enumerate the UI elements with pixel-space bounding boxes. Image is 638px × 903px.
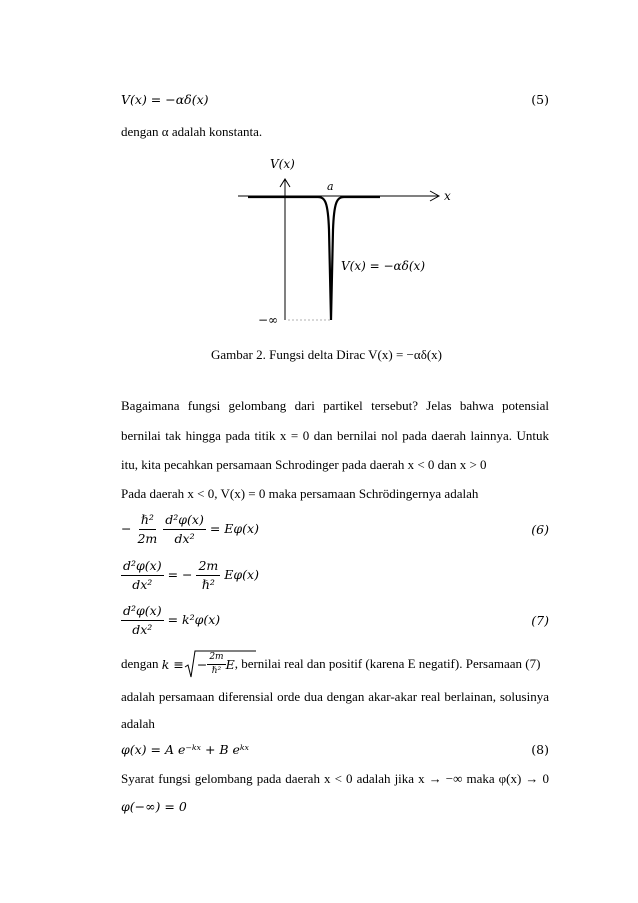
equation-6b-hbar2: ℏ² bbox=[201, 577, 215, 592]
equation-7-rhs: = k²φ(x) bbox=[167, 612, 221, 627]
equation-6b-denominator: dx² bbox=[132, 577, 153, 592]
paragraph-1-line-1: Bagaimana fungsi gelombang dari partikel tersebut? Jelas bahwa potensial bbox=[121, 398, 549, 413]
equation-8-expression: φ(x) = A e⁻ᵏˣ + B eᵏˣ bbox=[121, 742, 249, 757]
equation-5-number: (5) bbox=[531, 92, 549, 107]
equation-6b-numerator: d²φ(x) bbox=[121, 558, 164, 576]
paragraph-3-line-2: adalah bbox=[121, 716, 155, 731]
paragraph-2: Pada daerah x < 0, V(x) = 0 maka persamaan Schrödingernya adalah bbox=[121, 486, 479, 501]
sqrt-symbol-icon bbox=[184, 649, 256, 679]
equation-8 bbox=[121, 742, 549, 758]
equation-6 bbox=[121, 512, 549, 552]
equation-6-2m: 2m bbox=[137, 531, 158, 546]
equation-7-number: (7) bbox=[531, 613, 549, 628]
k-definition-hbar2: ℏ² bbox=[211, 665, 222, 676]
dirac-delta-figure bbox=[230, 150, 470, 335]
sqrt-sign bbox=[184, 649, 235, 679]
figure-neg-infinity-label: −∞ bbox=[258, 313, 279, 327]
figure-caption: Gambar 2. Fungsi delta Dirac V(x) = −αδ(x) bbox=[211, 347, 442, 362]
paragraph-1-line-2: bernilai tak hingga pada titik x = 0 dan bernilai nol pada daerah lainnya. Untuk bbox=[121, 428, 549, 443]
equation-7-denominator: dx² bbox=[132, 622, 153, 637]
equation-5 bbox=[121, 92, 549, 108]
k-definition-symbol: k ≡ bbox=[161, 656, 184, 672]
equation-7-numerator: d²φ(x) bbox=[121, 603, 164, 621]
equation-6-rhs: = Eφ(x) bbox=[209, 521, 259, 536]
k-definition bbox=[121, 648, 549, 680]
equation-6b-2m: 2m bbox=[196, 558, 220, 576]
constant-note: dengan α adalah konstanta. bbox=[121, 124, 263, 139]
equation-6-minus: − bbox=[121, 521, 132, 536]
figure-y-label: V(x) bbox=[270, 157, 295, 171]
paragraph-1-line-3: itu, kita pecahkan persamaan Schrodinger pada daerah x < 0 dan x > 0 bbox=[121, 457, 487, 472]
paragraph-3-line-1: adalah persamaan diferensial orde dua dengan akar-akar real berlainan, solusinya bbox=[121, 689, 549, 704]
k-definition-E: E bbox=[225, 656, 235, 672]
equation-6b-rhs: Eφ(x) bbox=[224, 567, 259, 582]
equation-6b-equals: = − bbox=[167, 567, 193, 582]
k-definition-text: , bernilai real dan positif (karena E negatif). Persamaan (7) bbox=[234, 656, 541, 671]
equation-7 bbox=[121, 603, 549, 643]
k-definition-2m: 2m bbox=[207, 652, 225, 665]
equation-9: φ(−∞) = 0 bbox=[121, 799, 187, 814]
equation-5-expression: V(x) = −αδ(x) bbox=[121, 92, 209, 107]
k-definition-prefix: dengan bbox=[121, 656, 162, 671]
figure-curve-label: V(x) = −αδ(x) bbox=[341, 259, 425, 273]
equation-6-hbar2: ℏ² bbox=[139, 512, 156, 530]
k-definition-minus: − bbox=[196, 656, 208, 672]
equation-6b bbox=[121, 558, 549, 598]
equation-6-numerator: d²φ(x) bbox=[163, 512, 206, 530]
equation-6-denominator: dx² bbox=[174, 531, 195, 546]
figure-a-label: a bbox=[327, 180, 334, 193]
paragraph-4: Syarat fungsi gelombang pada daerah x < 0 adalah jika x → −∞ maka φ(x) → 0 bbox=[121, 771, 549, 786]
equation-8-number: (8) bbox=[531, 742, 549, 757]
equation-6-number: (6) bbox=[531, 522, 549, 537]
figure-x-label: x bbox=[444, 189, 451, 203]
